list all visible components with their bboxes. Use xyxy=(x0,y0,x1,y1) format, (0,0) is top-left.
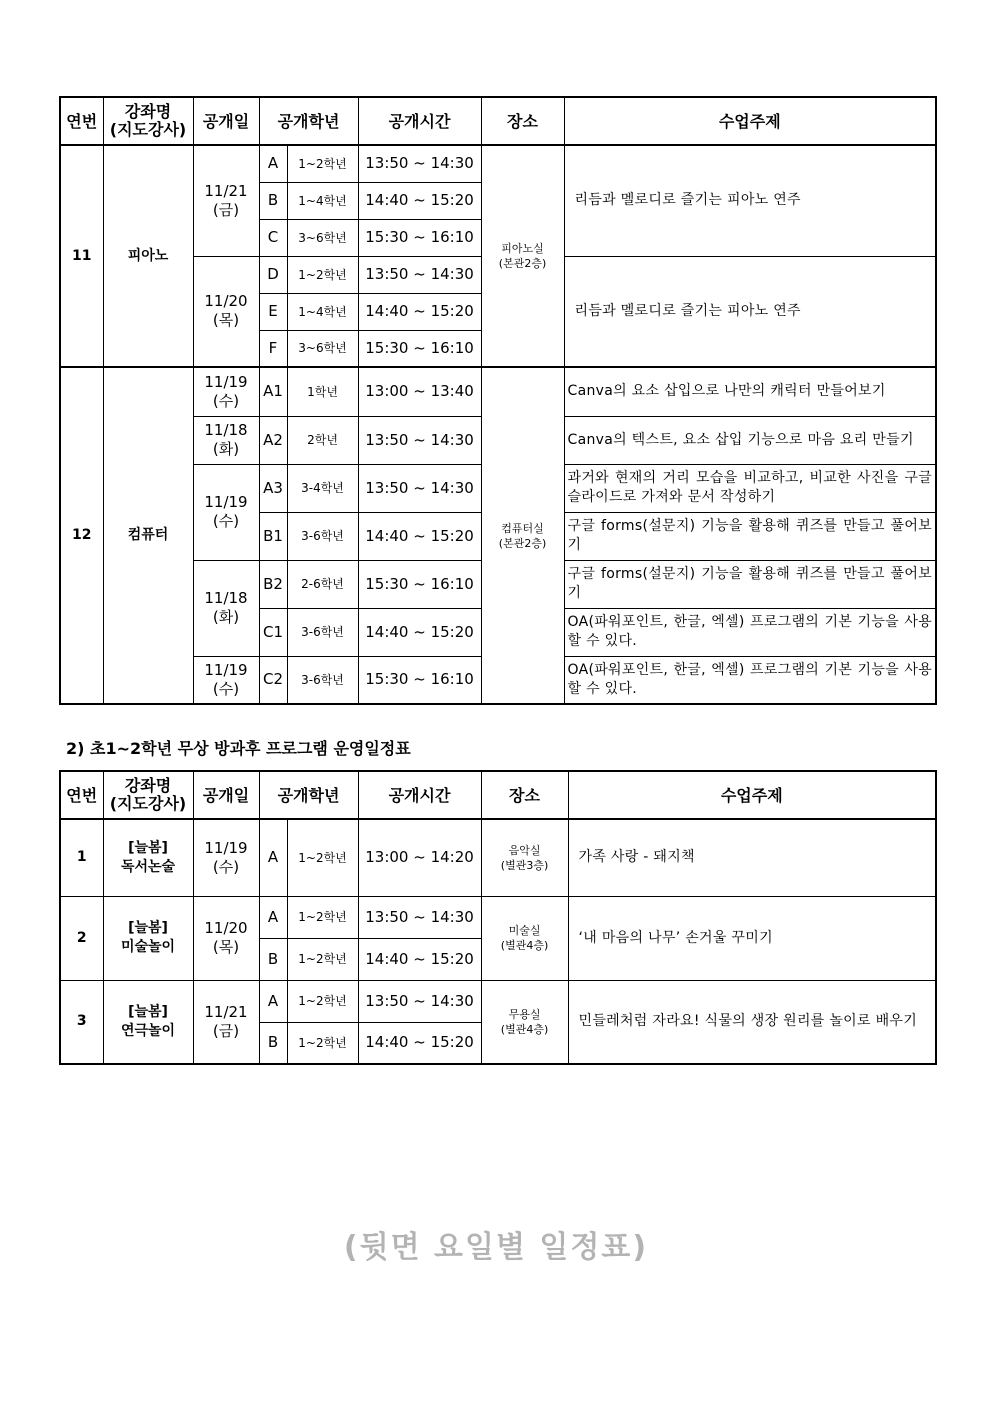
header-place: 장소 xyxy=(481,771,568,819)
section-subtitle: 2) 초1~2학년 무상 방과후 프로그램 운영일정표 xyxy=(66,739,411,758)
header-time: 공개시간 xyxy=(358,771,481,819)
section-code: A xyxy=(259,819,287,896)
header-row xyxy=(60,771,936,819)
footer-note: (뒷면 요일별 일정표) xyxy=(343,1230,649,1265)
class-topic: OA(파워포인트, 한글, 엑셀) 프로그램의 기본 기능을 사용할 수 있다. xyxy=(564,608,936,656)
header-topic: 수업주제 xyxy=(568,771,936,819)
row-number: 1 xyxy=(60,819,103,896)
row-number: 11 xyxy=(60,145,103,367)
section-code: A xyxy=(259,980,287,1022)
grade: 1~2학년 xyxy=(287,145,358,182)
grade: 1~4학년 xyxy=(287,293,358,330)
section-code: B xyxy=(259,1022,287,1064)
open-time: 13:50 ~ 14:30 xyxy=(358,980,481,1022)
grade: 3~6학년 xyxy=(287,219,358,256)
header-grade: 공개학년 xyxy=(259,97,358,145)
open-time: 13:50 ~ 14:30 xyxy=(358,145,481,182)
section-code: B2 xyxy=(259,560,287,608)
grade: 3~6학년 xyxy=(287,330,358,367)
section-code: C xyxy=(259,219,287,256)
header-date: 공개일 xyxy=(193,97,259,145)
course-name: [늘봄] 연극놀이 xyxy=(103,980,193,1064)
place: 미술실 (별관4층) xyxy=(481,896,568,980)
section-code: A3 xyxy=(259,464,287,512)
header-no: 연번 xyxy=(60,771,103,819)
row-number: 3 xyxy=(60,980,103,1064)
class-topic: 구글 forms(설문지) 기능을 활용해 퀴즈를 만들고 풀어보기 xyxy=(564,512,936,560)
open-time: 13:50 ~ 14:30 xyxy=(358,256,481,293)
place: 피아노실 (본관2층) xyxy=(481,145,564,367)
table-row xyxy=(60,980,936,1022)
class-topic: 구글 forms(설문지) 기능을 활용해 퀴즈를 만들고 풀어보기 xyxy=(564,560,936,608)
open-time: 14:40 ~ 15:20 xyxy=(358,1022,481,1064)
open-date: 11/20 (목) xyxy=(193,896,259,980)
table-row xyxy=(60,896,936,938)
course-name: 피아노 xyxy=(103,145,193,367)
open-time: 14:40 ~ 15:20 xyxy=(358,512,481,560)
open-date: 11/19 (수) xyxy=(193,819,259,896)
place: 무용실 (별관4층) xyxy=(481,980,568,1064)
header-course: 강좌명 (지도강사) xyxy=(103,771,193,819)
course-name: [늘봄] 미술놀이 xyxy=(103,896,193,980)
header-course: 강좌명 (지도강사) xyxy=(103,97,193,145)
class-topic: 리듬과 멜로디로 즐기는 피아노 연주 xyxy=(564,145,936,256)
place: 컴퓨터실 (본관2층) xyxy=(481,367,564,704)
open-date: 11/21 (금) xyxy=(193,145,259,256)
open-time: 13:50 ~ 14:30 xyxy=(358,896,481,938)
header-topic: 수업주제 xyxy=(564,97,936,145)
place: 음악실 (별관3층) xyxy=(481,819,568,896)
row-number: 2 xyxy=(60,896,103,980)
header-time: 공개시간 xyxy=(358,97,481,145)
section-code: C1 xyxy=(259,608,287,656)
grade: 3-4학년 xyxy=(287,464,358,512)
section-code: E xyxy=(259,293,287,330)
grade: 1~2학년 xyxy=(287,819,358,896)
open-time: 13:00 ~ 13:40 xyxy=(358,367,481,416)
grade: 3-6학년 xyxy=(287,608,358,656)
class-topic: 리듬과 멜로디로 즐기는 피아노 연주 xyxy=(564,256,936,367)
open-time: 15:30 ~ 16:10 xyxy=(358,219,481,256)
table-row xyxy=(60,145,936,182)
grade: 2-6학년 xyxy=(287,560,358,608)
open-date: 11/19 (수) xyxy=(193,656,259,704)
open-time: 13:50 ~ 14:30 xyxy=(358,416,481,464)
grade: 1~4학년 xyxy=(287,182,358,219)
open-time: 13:00 ~ 14:20 xyxy=(358,819,481,896)
class-topic: Canva의 텍스트, 요소 삽입 기능으로 마음 요리 만들기 xyxy=(564,416,936,464)
grade: 1~2학년 xyxy=(287,256,358,293)
table-row xyxy=(60,819,936,896)
section-code: A xyxy=(259,896,287,938)
open-date: 11/20 (목) xyxy=(193,256,259,367)
open-time: 15:30 ~ 16:10 xyxy=(358,656,481,704)
section-code: B xyxy=(259,182,287,219)
grade: 1~2학년 xyxy=(287,980,358,1022)
grade: 1~2학년 xyxy=(287,938,358,980)
section-code: A2 xyxy=(259,416,287,464)
open-time: 14:40 ~ 15:20 xyxy=(358,182,481,219)
section-code: F xyxy=(259,330,287,367)
course-name: 컴퓨터 xyxy=(103,367,193,704)
open-time: 15:30 ~ 16:10 xyxy=(358,330,481,367)
section-code: D xyxy=(259,256,287,293)
class-topic: 가족 사랑 - 돼지책 xyxy=(568,819,936,896)
class-topic: 민들레처럼 자라요! 식물의 생장 원리를 놀이로 배우기 xyxy=(568,980,936,1064)
grade: 1학년 xyxy=(287,367,358,416)
open-time: 13:50 ~ 14:30 xyxy=(358,464,481,512)
section-code: B1 xyxy=(259,512,287,560)
open-time: 14:40 ~ 15:20 xyxy=(358,293,481,330)
header-date: 공개일 xyxy=(193,771,259,819)
open-date: 11/21 (금) xyxy=(193,980,259,1064)
open-time: 14:40 ~ 15:20 xyxy=(358,938,481,980)
open-time: 15:30 ~ 16:10 xyxy=(358,560,481,608)
grade: 1~2학년 xyxy=(287,1022,358,1064)
row-number: 12 xyxy=(60,367,103,704)
schedule-table-2 xyxy=(59,770,937,1065)
schedule-table-1 xyxy=(59,96,937,705)
header-place: 장소 xyxy=(481,97,564,145)
table-row xyxy=(60,367,936,416)
section-code: A xyxy=(259,145,287,182)
grade: 1~2학년 xyxy=(287,896,358,938)
section-code: B xyxy=(259,938,287,980)
section-code: C2 xyxy=(259,656,287,704)
class-topic: 과거와 현재의 거리 모습을 비교하고, 비교한 사진을 구글 슬라이드로 가져와 문서 작성하기 xyxy=(564,464,936,512)
grade: 2학년 xyxy=(287,416,358,464)
open-date: 11/19 (수) xyxy=(193,367,259,416)
class-topic: OA(파워포인트, 한글, 엑셀) 프로그램의 기본 기능을 사용할 수 있다. xyxy=(564,656,936,704)
class-topic: Canva의 요소 삽입으로 나만의 캐릭터 만들어보기 xyxy=(564,367,936,416)
open-time: 14:40 ~ 15:20 xyxy=(358,608,481,656)
section-code: A1 xyxy=(259,367,287,416)
header-no: 연번 xyxy=(60,97,103,145)
open-date: 11/19 (수) xyxy=(193,464,259,560)
grade: 3-6학년 xyxy=(287,512,358,560)
open-date: 11/18 (화) xyxy=(193,560,259,656)
header-grade: 공개학년 xyxy=(259,771,358,819)
open-date: 11/18 (화) xyxy=(193,416,259,464)
header-row xyxy=(60,97,936,145)
grade: 3-6학년 xyxy=(287,656,358,704)
class-topic: ‘내 마음의 나무’ 손거울 꾸미기 xyxy=(568,896,936,980)
course-name: [늘봄] 독서논술 xyxy=(103,819,193,896)
